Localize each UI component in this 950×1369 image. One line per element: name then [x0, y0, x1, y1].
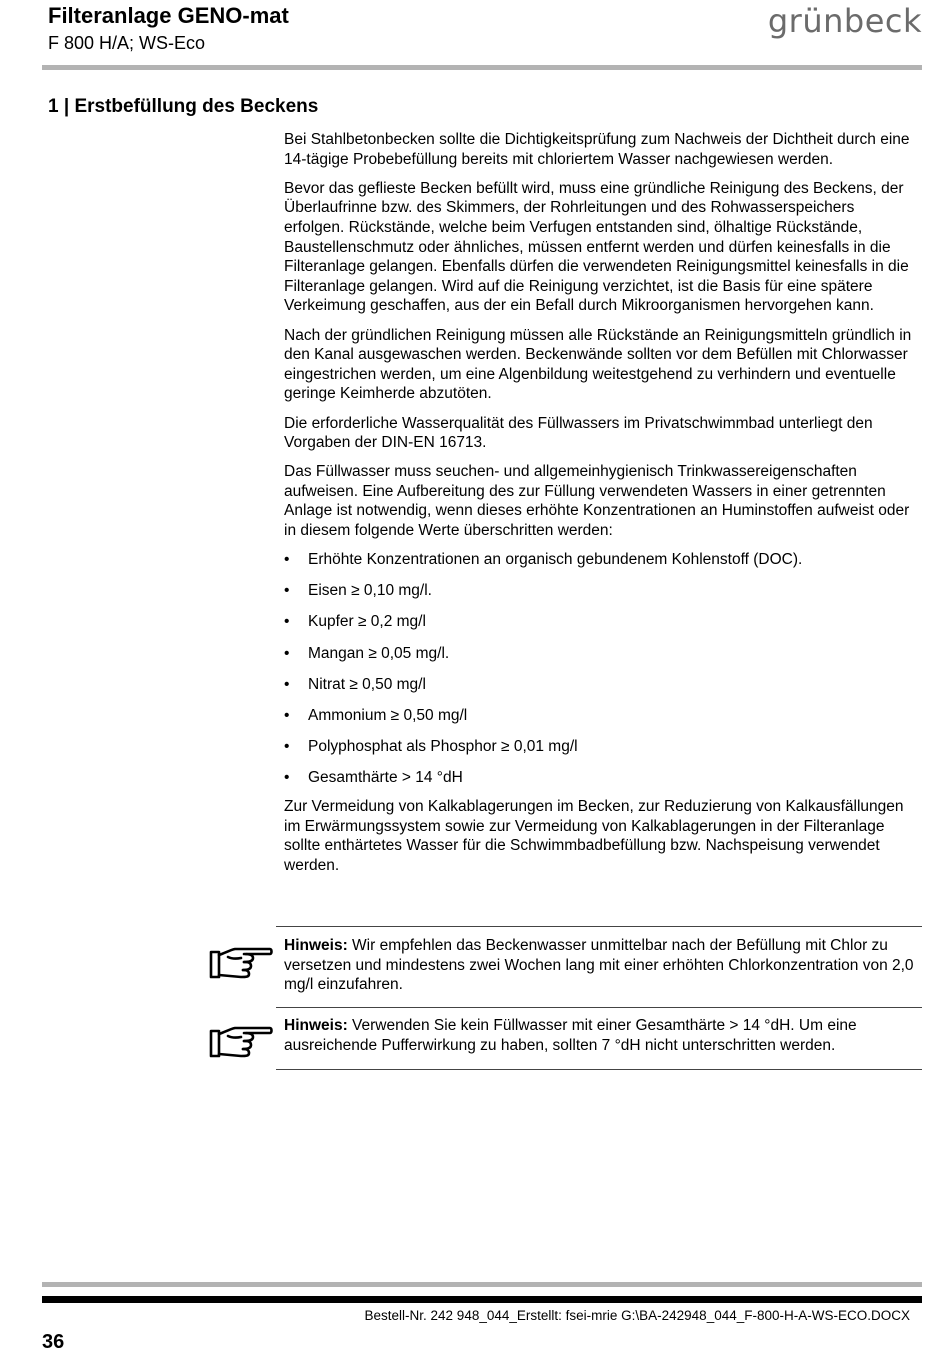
paragraph: Bei Stahlbetonbecken sollte die Dichtigkeitsprüfung zum Nachweis der Dichtheit durch eine 14-tägige Probebefüllung bereits mit chloriertem Wasser nachgewiesen werden.: [284, 131, 910, 168]
list-item: • Gesamthärte > 14 °dH: [284, 768, 916, 788]
list-item: • Erhöhte Konzentrationen an organisch gebundenem Kohlenstoff (DOC).: [284, 550, 916, 570]
list-item: • Nitrat ≥ 0,50 mg/l: [284, 675, 916, 695]
document-title: Filteranlage GENO-mat: [48, 3, 289, 28]
pointing-hand-icon: [208, 1022, 274, 1062]
page-number: 36: [42, 1331, 65, 1353]
note-label: Hinweis:: [284, 1017, 348, 1034]
body-text: [284, 130, 916, 885]
paragraph: Die erforderliche Wasserqualität des Füllwassers im Privatschwimmbad unterliegt den Vorgaben der DIN-EN 16713.: [284, 414, 873, 452]
paragraph: Nach der gründlichen Reinigung müssen alle Rückstände an Reinigungsmitteln gründlich in den Kanal ausgewaschen werden. Beckenwände sollten vor dem Befüllen mit Chlorwasser eingestrichen werden, um eine Algenbildung weitestgehend zu verhindern und eventuelle geringe Keimherde abzutöten.: [284, 326, 912, 403]
list-item: • Mangan ≥ 0,05 mg/l.: [284, 644, 916, 664]
note-text: [276, 927, 922, 995]
footer-rule-bold: [42, 1296, 922, 1303]
note-body: Wir empfehlen das Beckenwasser unmittelbar nach der Befüllung mit Chlor zu versetzen und mindestens zwei Wochen lang mit einer erhöhten Chlorkonzentration von 2,0 mg/l einzufahren.: [284, 937, 914, 994]
footer-rule: [42, 1282, 922, 1287]
note-label: Hinweis:: [284, 937, 348, 954]
paragraph: Bevor das geflieste Becken befüllt wird, muss eine gründliche Reinigung des Beckens, der Überlaufrinne bzw. des Skimmers, der Rohrleitungen und des Rohwasserspeichers erfolgen. Rückstände, welche beim Verfugen entstanden sind, ölhaltige Rückstände, Baustellenschmutz oder ähnliches, müssen entfernt werden und dürfen keinesfalls in die Filteranlage gelangen. Ebenfalls dürfen die verwendeten Reinigungsmittel keinesfalls in die Filteranlage gelangen. Wird auf die Reinigung verzichtet, ist die Basis für eine spätere Verkeimung geschaffen, aus der ein Befall durch Mikroorganismen hervorgehen kann.: [284, 179, 909, 315]
section-heading: 1 | Erstbefüllung des Beckens: [48, 96, 319, 117]
document-subtitle: F 800 H/A; WS-Eco: [48, 33, 206, 53]
limit-values-list: [284, 550, 916, 787]
note-text: [276, 1007, 922, 1055]
paragraph: Das Füllwasser muss seuchen- und allgemeinhygienisch Trinkwassereigenschaften aufweisen. Eine Aufbereitung des zur Füllung verwendeten Wassers in einer getrennten Anlage ist notwendig, wenn dieses erhöhte Konzentrationen an Huminstoffen aufweist oder in diesem folgende Werte überschritten werden:: [284, 463, 910, 540]
pointing-hand-icon: [208, 943, 274, 983]
list-item: • Ammonium ≥ 0,50 mg/l: [284, 706, 916, 726]
list-item: • Kupfer ≥ 0,2 mg/l: [284, 612, 916, 632]
note-hinweis-chlor: [276, 926, 922, 1008]
footer-reference: Bestell-Nr. 242 948_044_Erstellt: fsei-mrie G:\BA-242948_044_F-800-H-A-WS-ECO.DOCX: [364, 1308, 910, 1323]
note-body: Verwenden Sie kein Füllwasser mit einer Gesamthärte > 14 °dH. Um eine ausreichende Pufferwirkung zu haben, sollten 7 °dH nicht unterschritten werden.: [284, 1017, 857, 1054]
list-item: • Polyphosphat als Phosphor ≥ 0,01 mg/l: [284, 737, 916, 757]
brand-logo: grünbeck: [767, 2, 922, 40]
list-item: • Eisen ≥ 0,10 mg/l.: [284, 581, 916, 601]
note-hinweis-haerte: [276, 1007, 922, 1070]
header-rule: [42, 65, 922, 70]
closing-paragraph: Zur Vermeidung von Kalkablagerungen im Becken, zur Reduzierung von Kalkausfällungen im Erwärmungssystem sowie zur Vermeidung von Kalkablagerungen in der Filteranlage sollte enthärtetes Wasser für die Schwimmbadbefüllung bzw. Nachspeisung verwendet werden.: [284, 798, 904, 874]
